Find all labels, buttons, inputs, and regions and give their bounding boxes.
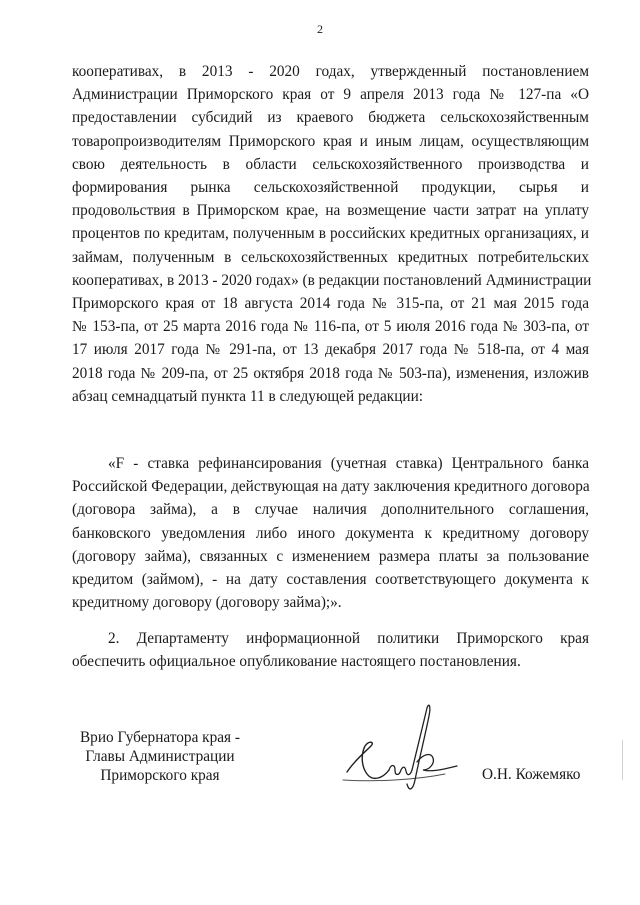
paragraph-amendment-intro	[72, 60, 592, 408]
text-line: продовольствия в Приморском крае, на возмещение части затрат на уплату	[72, 202, 589, 220]
signatory-title-line: Главы Администрации	[85, 748, 235, 765]
signatory-name: О.Н. Кожемяко	[482, 766, 581, 783]
text-line: предоставлении субсидий из краевого бюджета сельскохозяйственным	[72, 109, 589, 127]
margin-mark	[622, 740, 623, 780]
text-line: Администрации Приморского края от 9 апреля 2013 года № 127-па «О	[72, 86, 589, 104]
text-line: Российской Федерации, действующая на дату заключения кредитного договора	[72, 478, 590, 496]
text-line: № 153-па, от 25 марта 2016 года № 116-па, от 5 июля 2016 года № 303-па, от	[72, 318, 589, 336]
text-line: кооперативах, в 2013 - 2020 годах» (в редакции постановлений Администрации	[72, 271, 592, 289]
text-line: «F - ставка рефинансирования (учетная ставка) Центрального банка	[108, 455, 589, 472]
page-number: 2	[317, 22, 323, 36]
text-line: 2. Департаменту информационной политики Приморского края	[108, 630, 589, 647]
text-line: формирования рынка сельскохозяйственной продукции, сырья и	[72, 179, 589, 197]
text-line: товаропроизводителям Приморского края и иным лицам, осуществляющим	[72, 132, 589, 150]
text-line: 17 июля 2017 года № 291-па, от 13 декабря 2017 года № 518-па, от 4 мая	[72, 341, 589, 359]
text-line: 2018 года № 209-па, от 25 октября 2018 года № 503-па), изменения, изложив	[72, 364, 589, 382]
paragraph-quoted-definition	[72, 452, 589, 614]
signatory-title	[60, 728, 260, 785]
text-line: займам, полученным в сельскохозяйственных кредитных потребительских	[72, 248, 589, 266]
text-line: абзац семнадцатый пункта 11 в следующей редакции:	[72, 387, 424, 405]
signatory-title-line: Приморского края	[100, 767, 220, 784]
text-line: кооперативах, в 2013 - 2020 годах, утвержденный постановлением	[72, 63, 589, 80]
signatory-title-line: Врио Губернатора края -	[79, 729, 241, 746]
text-line: кредитному договору (договору займа);».	[72, 594, 342, 612]
text-line: процентов по кредитам, полученным в российских кредитных организациях, и	[72, 225, 589, 243]
text-line: (договору займа), связанных с изменением размера платы за пользование	[72, 547, 589, 565]
text-line: кредитом (займом), - на дату составления соответствующего документа к	[72, 571, 589, 589]
text-line: обеспечить официальное опубликование настоящего постановления.	[72, 653, 521, 671]
handwritten-signature-icon	[335, 700, 465, 800]
text-line: банковского уведомления либо иного документа к кредитному договору	[72, 524, 589, 542]
text-line: Приморского края от 18 августа 2014 года № 315-па, от 21 мая 2015 года	[72, 295, 589, 313]
text-line: свою деятельность в области сельскохозяйственного производства и	[72, 155, 589, 173]
paragraph-item-2	[72, 627, 589, 673]
text-line: (договора займа), а в случае наличия дополнительного соглашения,	[72, 501, 589, 519]
